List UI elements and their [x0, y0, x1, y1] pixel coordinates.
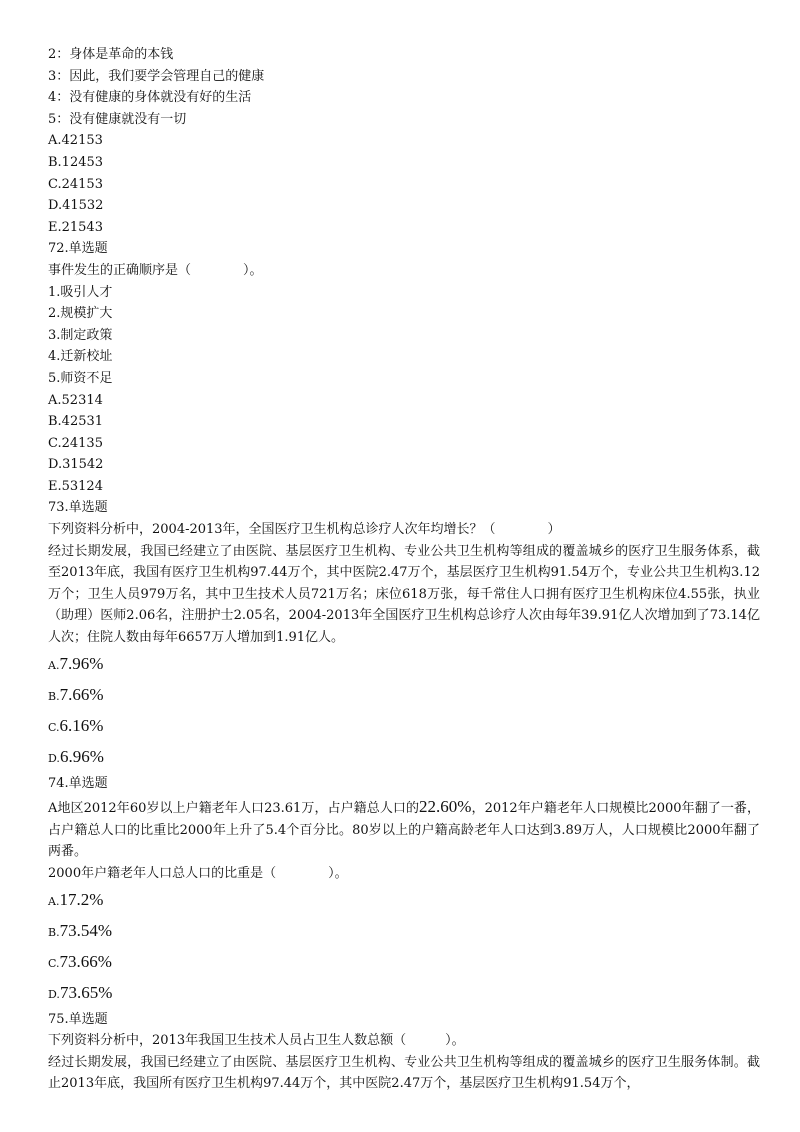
answer-option[interactable] — [48, 742, 760, 773]
option-label: C. — [48, 956, 60, 970]
option-label: B. — [48, 689, 60, 703]
option-label: D. — [48, 987, 60, 1001]
answer-option[interactable] — [48, 885, 760, 916]
passage-text: ，2012年户籍老年人口规模比2000年翻了一番，占户籍总人口的比重比2000年上升了5.4个百分比。80岁以上的户籍高龄老年人口达到3.89万人，人口规模比2000年翻了两番。 — [48, 801, 761, 860]
option-label: A. — [48, 658, 60, 672]
question-passage: 经过长期发展，我国已经建立了由医院、基层医疗卫生机构、专业公共卫生机构等组成的覆盖城乡的医疗卫生服务体系，截至2013年底，我国有医疗卫生机构97.44万个，其中医院2.47万个，基层医疗卫生机构91.54万个，专业公共卫生机构3.12万个；卫生人员979万名，其中卫生技术人员721万名；床位618万张，每千常住人口拥有医疗卫生机构床位4.55张，执业（助理）医师2.06名，注册护士2.05名，2004-2013年全国医疗卫生机构总诊疗人次由每年39.91亿人次增加到了73.14亿人次；住院人数由每年6657万人增加到1.91亿人。 — [48, 543, 760, 646]
option-label: A. — [48, 894, 60, 908]
answer-option[interactable] — [48, 916, 760, 947]
option-label: C. — [48, 720, 60, 734]
option-value: 7.66% — [59, 684, 104, 704]
answer-option[interactable] — [48, 978, 760, 1009]
passage-math: 22.60% — [419, 797, 472, 817]
question-header: 73.单选题 — [48, 500, 108, 516]
answer-option[interactable] — [48, 649, 760, 680]
answer-option[interactable]: E.53124 — [48, 478, 103, 494]
answer-option[interactable] — [48, 947, 760, 978]
document-page — [48, 44, 760, 1095]
question-73 — [48, 497, 760, 772]
question-passage — [48, 796, 760, 863]
question-passage: 经过长期发展，我国已经建立了由医院、基层医疗卫生机构、专业公共卫生机构等组成的覆盖城乡的医疗卫生服务体制。截止2013年底，我国所有医疗卫生机构97.44万个，其中医院2.47万个，基层医疗卫生机构91.54万个， — [48, 1054, 760, 1092]
sequence-item: 5：没有健康就没有一切 — [48, 111, 187, 127]
option-label: B. — [48, 925, 60, 939]
question-74 — [48, 773, 760, 1009]
sequence-item: 4：没有健康的身体就没有好的生活 — [48, 90, 252, 106]
option-value: 6.16% — [59, 715, 104, 735]
answer-option[interactable] — [48, 680, 760, 711]
question-72 — [48, 238, 760, 497]
answer-option[interactable]: C.24153 — [48, 176, 103, 192]
sequence-item: 3.制定政策 — [48, 327, 113, 343]
answer-option[interactable]: A.42153 — [48, 133, 103, 149]
option-value: 73.66% — [59, 951, 112, 971]
option-label: D. — [48, 751, 60, 765]
question-71-tail — [48, 44, 760, 238]
question-header: 72.单选题 — [48, 241, 108, 257]
option-value: 73.65% — [59, 982, 113, 1002]
sequence-item: 2：身体是革命的本钱 — [48, 47, 174, 62]
option-value: 7.96% — [59, 653, 104, 673]
question-stem: 2000年户籍老年人口总人口的比重是（ ）。 — [48, 866, 348, 881]
sequence-item: 2.规模扩大 — [48, 306, 113, 322]
option-value: 73.54% — [59, 920, 113, 940]
sequence-item: 1.吸引人才 — [48, 284, 113, 300]
answer-option[interactable]: A.52314 — [48, 392, 103, 408]
answer-option[interactable]: E.21543 — [48, 219, 103, 235]
answer-option[interactable]: D.41532 — [48, 198, 104, 214]
question-header: 75.单选题 — [48, 1011, 108, 1027]
question-stem: 下列资料分析中，2013年我国卫生技术人员占卫生人数总额（ ）。 — [48, 1033, 465, 1049]
question-stem: 下列资料分析中，2004-2013年，全国医疗卫生机构总诊疗人次年均增长？（ ） — [48, 522, 561, 538]
option-value: 6.96% — [59, 746, 104, 766]
answer-option[interactable]: B.12453 — [48, 154, 104, 170]
question-75 — [48, 1009, 760, 1095]
question-stem: 事件发生的正确顺序是（ ）。 — [48, 262, 263, 278]
question-header: 74.单选题 — [48, 775, 108, 791]
option-value: 17.2% — [59, 889, 104, 909]
sequence-item: 3：因此，我们要学会管理自己的健康 — [48, 68, 265, 84]
passage-text: A地区2012年60岁以上户籍老年人口23.61万，占户籍总人口的 — [48, 801, 420, 817]
answer-option[interactable] — [48, 711, 760, 742]
answer-option[interactable]: D.31542 — [48, 457, 104, 473]
answer-option[interactable]: C.24135 — [48, 435, 103, 451]
answer-option[interactable]: B.42531 — [48, 414, 104, 430]
sequence-item: 4.迁新校址 — [48, 349, 113, 365]
sequence-item: 5.师资不足 — [48, 370, 113, 386]
